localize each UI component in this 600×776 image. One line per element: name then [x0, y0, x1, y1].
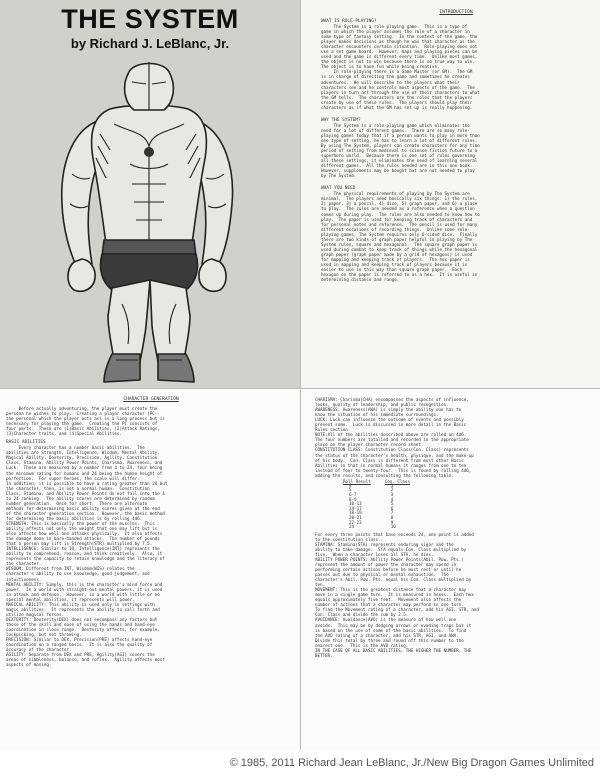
con-cell: 5: [390, 501, 394, 507]
roll-cell: 8-9: [349, 496, 357, 502]
table-header-roll: Roll Result: [343, 478, 371, 484]
introduction-page: [300, 0, 600, 388]
table-header-con-class: Con. Class: [384, 478, 410, 484]
hero-illustration: [0, 54, 300, 384]
character-generation-heading: CHARACTER GENERATION: [123, 397, 179, 402]
roll-cell: 5: [349, 487, 352, 493]
roll-cell: 22-23: [349, 519, 362, 525]
con-cell: 6: [390, 505, 394, 511]
cover-author: by Richard J. LeBlanc, Jr.: [70, 36, 230, 51]
roll-cell: 24: [349, 524, 355, 530]
basic-abilities-title: BASIC ABILITIES: [6, 440, 46, 446]
con-class-table: [343, 479, 424, 530]
con-cell: 1: [390, 482, 394, 488]
abilities-continued-page: [300, 388, 600, 750]
copyright-footer: [0, 751, 600, 776]
introduction-heading: INTRODUCTION: [439, 10, 473, 15]
section-title: WHY THE SYSTEM?: [321, 117, 361, 123]
character-generation-page: [0, 388, 300, 750]
con-cell: 3: [390, 491, 394, 497]
roll-cell: 4: [349, 482, 352, 488]
roll-cell: 14-17: [349, 505, 362, 511]
section-body: The System is a role-playing game which eliminates the need for a lot of different games. There are so many role- playing games today that if a person wants to play in more than one type of setting, he has to learn a lot of different rules. By using The System, players can create characters for any time period of setting from medieval to science fiction future to a superhero world. Because there is one set of rules governing all these settings, it eliminates the need of learning several different games. All the rules needed are in this one book. However, supplements may be bought but are not needed to play by The System.: [321, 122, 480, 179]
con-cell: 8: [390, 514, 394, 520]
abilities-continued-body: CHARISMA: Charisma(CHA) encompasses the aspects of influence, looks, quality of leadership, and public recognition. AWARENESS: Awareness(AWA) is simply the ability one has to know the situation of his immediate surroundings. LUCK: Luck can influence the outcome of events and possibly prevent some. Luck is discussed in more detail in the Basic Rules section. NOTE:All of the abilities described above are rolled on 4d6. The four numbers are totalled and recorded in the appropriate place on the player character record sheet. CONSTITUTION CLASS: Constitution Class(Con. Class) represents the status of the character's health, physique, and the make-up of his body. Con. Class is different from most other Basic Abilities in that in normal humans it ranges from one to ten instead of four to twenty-four. This is found by rolling 4d6, adding the results, and consulting the following table:: [315, 397, 474, 478]
roll-cell: 6-7: [349, 491, 357, 497]
character-generation-body: Before actually adventuring, the player must create the persona he wishes to play. Creating a player character (PC-- the personal which the player acts as) is a long process but is necessary for playing the game. Creating the PC consists of four parts. These are (1)Basic Abilities, (2)Attack Ratings, (3)Character traits, and (4)Special Abilities.: [6, 406, 165, 437]
cover-page: [0, 0, 300, 388]
roll-cell: 20-21: [349, 514, 362, 520]
cover-title: THE SYSTEM: [61, 4, 239, 34]
con-cell: 7: [390, 510, 394, 516]
table-row: [343, 525, 424, 530]
section-title: WHAT YOU NEED: [321, 186, 356, 192]
roll-cell: 18-19: [349, 510, 362, 516]
con-cell: 4: [390, 496, 394, 502]
con-cell: 2: [390, 487, 394, 493]
abilities-continued-body-2: For every three points that base exceeds 24, one point is added to the constitution class. STAMINA: Stamina(STA) represents enduring vigor and the ability to take damage. STA equals Con. Class multiplied by five. When a character loses all STA, he dies. ABILITY POWER POINTS: Ability Power Points(Abil. Pow. Pts.) represent the amount of power the character may spend in performing certain actions before he must rest or until he passes out due to physical or mental exhaustion. The character's Abil. Pow. Pts. equal his Con. Class multiplied by ten. MOVEMENT: This is the greatest distance that a character may move in a single game turn. It is measured in hexes. Each hex equals approximately five feet. Movement also affects the number of actions that a character may perform in one turn. To find the Movement rating of a character, add his AGI, STR, and Con. Class and divide the sum by 2.5. AVOIDANCE: Avoidance(AVO) is the measure of how well one avoids. This may be by dodging arrows or evading traps but it is based on the use of some of the basic abilities. To find the AVO rating of a character, add his STR, AGI, and AWA. Divide this total by three and round off this number to the nearest one. This is the AVO rating. IN THE CASE OF ALL BASIC ABILITIES, THE HIGHER THE NUMBER, THE BETTER.: [315, 531, 479, 658]
copyright-text: © 1985, 2011 Richard Jean LeBlanc, Jr./New Big Dragon Games Unlimited: [229, 757, 594, 769]
con-cell: 9: [390, 519, 394, 525]
roll-cell: 10-13: [349, 501, 362, 507]
section-title: WHAT IS ROLE-PLAYING?: [321, 19, 377, 24]
section-body: The physical requirements of playing by The System are minimal. The players need basically six things: 1) the rules, 2) paper, 3) a pencil, 4) dice, 5) graph paper, and 6) a place to play. The rules are needed as a reference when a question comes up during play. The rules are also needed to know how to play. The paper is used for keeping track of characters and for personal notes and reference. The pencil is used for many different occasions of recording things. Unlike some role- playing games, The System requires only 6-sided dice. Finally there are two kinds of graph paper helpful in playing by The System rules, square and hexagonal. The square graph paper is used during combat to keep track of things while the hexagonal graph paper (graph paper made by a grid of hexagons) is used for mapping and keeping track of players. The hex paper is used in mapping and keeping track of players because it is easier to use in this way than square graph paper. Each hexagon on the paper is referred to as a hex. It is useful in determining distance and range.: [321, 191, 480, 283]
section-body: The System is a role playing game. This is a type of game in which the player assumes the role of a character in some type of fantasy setting. In the context of the game, the player makes decisions as though he was that character as the character encounters certain situation. Role-playing does not use a set game board. However, maps and playing pieces can be used and the game is different every time. Unlike most games, the object is not to win because there is no true way to win. The object is to have fun while being creative. In role-playing there is a Game Master (or GM). The GM is in charge of directing the game and sometimes he creates adventures. He will describe to the players what their characters see and he controls most aspects of the game. The players in turn act through the use of their characters to what the GM tells. The characters are the roles that the players create by use of these rules. The players should play their characters as if what the GM has set up is really happening.: [321, 24, 480, 110]
basic-abilities-body: Every character has a number basic abilities. The abilities are Strength, Intelligence, Wisdom, Mental Ability, Magical Ability, Dexterity, Precision, Agility, Constitution Class, Stamina, Ability Power Points, Charisma, Awareness, and Luck. These are measured by a number from 4 to 24, four being the minimum rating for humans and 24 being the human height of perfection. For super heroes, the scale will differ. In addition, it is possible to have a rating greater than 24 but the character, then, is not a normal human. Constitution Class, Stamina, and Ability Power Points do not fall into the 4 to 24 ranking. The ability scores are determined by random number generation. Once for short. There are alternate methods for determining basic ability scores given at the end of the character generation section. However, the basic method for determining the basic abilities is by rolling 4d6. STRENGTH: This is basically the power of the muscles. This ability affects not only the weight that one may lift but is also affects how well one attacks physically. It also affects the damage done in bare-handed attacks. The number of pounds that a person may lift is Strength(STR) multiplied by 7.5. INTELLIGENCE: Similar to IQ, Intelligence(INT) represents the ability to comprehend, reason, and think creatively. Also, it represents the capacity to retain knowledge and the literacy of the character. WISDOM: Different from INT, Wisdom(WIS) relates the character's ability to use knowledge, good judgement, and intuitiveness. MENTAL ABILITY: Simply, this is the character's mind force and power. In a world with straight-out mental powers, it is used in attack and defense. However, in a world with little or no special mental abilities, it represents will power. MAGICAL ABILITY: This ability is used only in settings with magic abilities. It represents the ability to call forth and utilize magical forces. DEXTERITY: Dexterity(DEX) does not encompass any factors but those of the skill and ease of using the hands and hand-eye coordination in close range. Dexterity affects, for example, lockpicking, but not throwing. PRECISION: Similar to DEX, Precision(PRE) affects hand-eye coordination on a ranged basis. It is also the quality of accuracy of the character. AGILITY: Separate from DEX and PRE, Agility(AGI) covers the areas of nimbleness, balance, and reflex. Agility affects most aspects of moving.: [6, 445, 168, 668]
con-cell: 10: [390, 524, 396, 530]
